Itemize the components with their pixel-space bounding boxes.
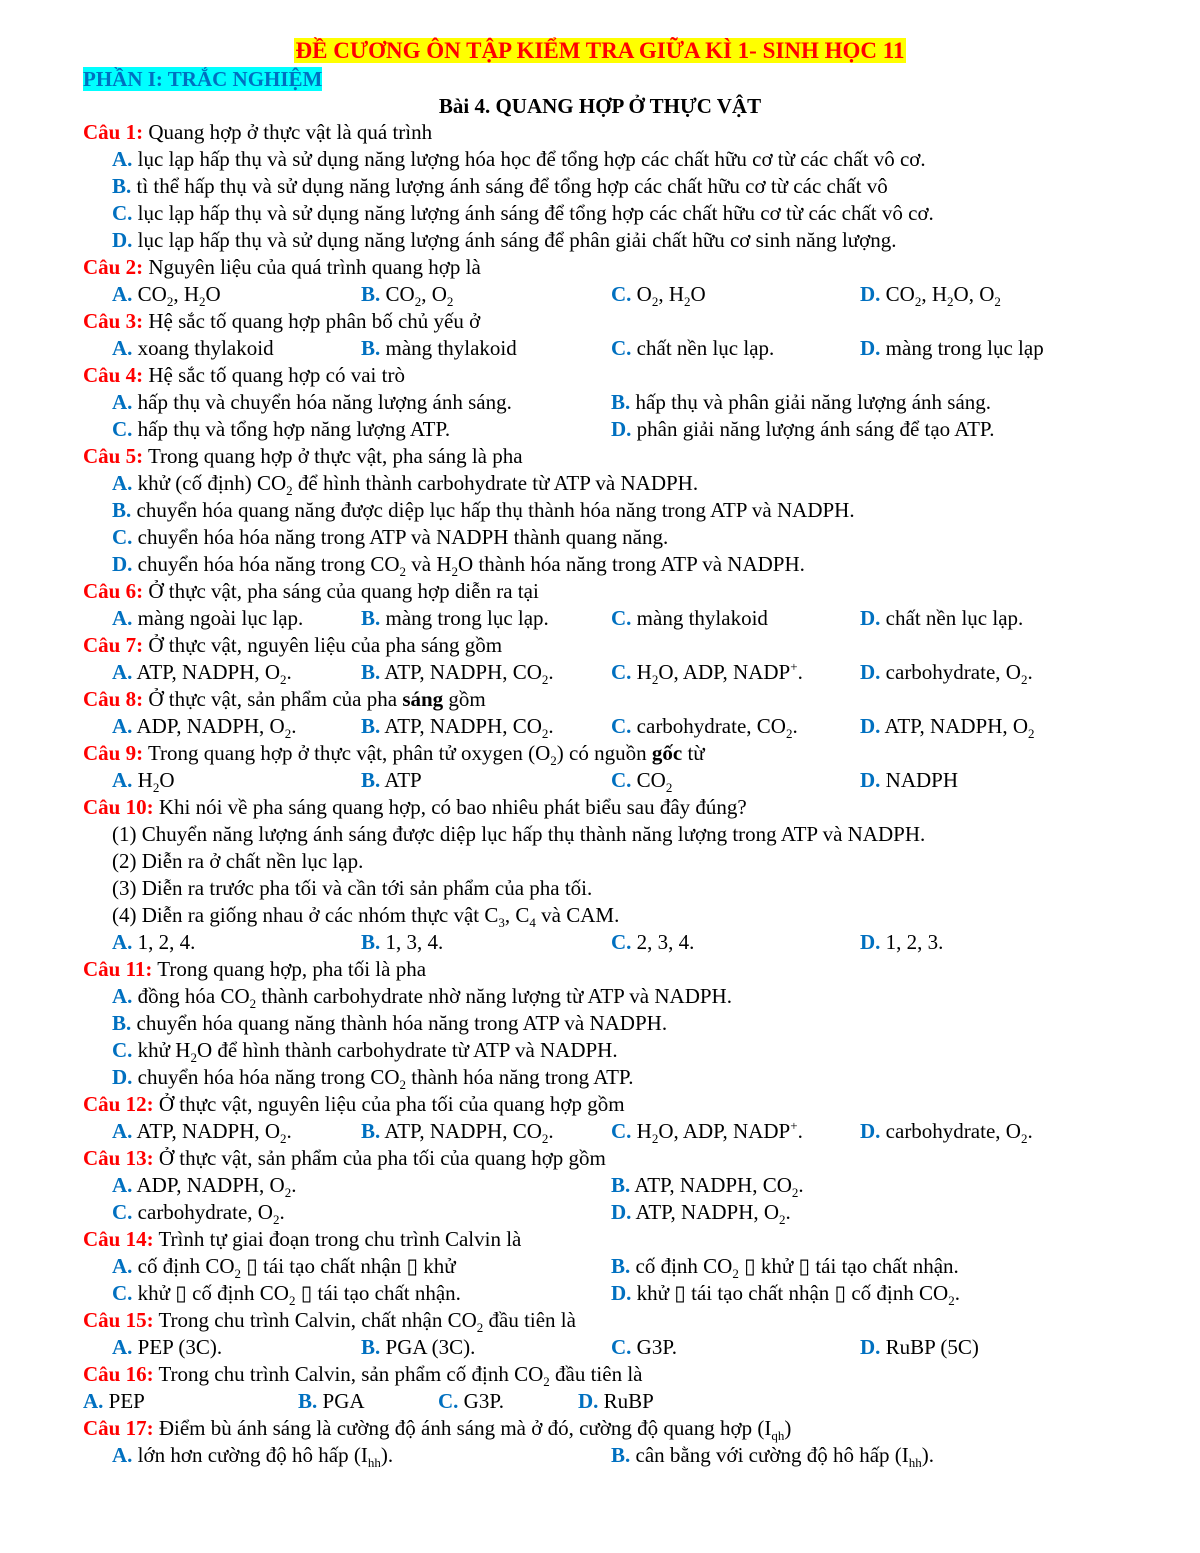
- answer-option: [361, 1118, 554, 1145]
- answer-option: [112, 767, 175, 794]
- question-label: Câu 17:: [83, 1416, 154, 1440]
- option-letter: A.: [112, 1335, 133, 1359]
- option-letter: B.: [112, 498, 132, 522]
- option-letter: D.: [860, 660, 881, 684]
- answer-row: [83, 713, 1143, 740]
- option-text: lớn hơn cường độ hô hấp $(I_{hh})$.: [132, 1443, 394, 1471]
- option-text: ATP, NADPH, $CO_2$.: [380, 714, 554, 742]
- option-letter: A.: [112, 336, 133, 360]
- option-letter: D.: [860, 1335, 881, 1359]
- option-text: PEP (3C).: [132, 1335, 223, 1359]
- option-text: ATP, NADPH, $O_2$.: [132, 660, 292, 688]
- option-letter: A.: [112, 390, 133, 414]
- question-text: Hệ sắc tố quang hợp có vai trò: [143, 363, 405, 387]
- option-text: hấp thụ và chuyển hóa năng lượng ánh sáng.: [132, 390, 512, 414]
- option-letter: A.: [83, 1389, 104, 1413]
- option-letter: D.: [611, 1200, 632, 1224]
- question-stem: [83, 740, 1143, 767]
- option-letter: C.: [611, 768, 632, 792]
- option-text: chuyển hóa quang năng thành hóa năng trong ATP và NADPH.: [131, 1011, 668, 1035]
- question-label: Câu 13:: [83, 1146, 154, 1170]
- option-text: carbohydrate, $O_2$.: [880, 660, 1033, 688]
- option-text: carbohydrate, $O_2$.: [880, 1119, 1033, 1147]
- question-text: Ở thực vật, nguyên liệu của pha sáng gồm: [143, 633, 503, 657]
- question-text: Trong quang hợp ở thực vật, phân tử oxygen $(O_2)$ có nguồn gốc từ: [143, 741, 705, 769]
- answer-option: [112, 713, 296, 740]
- answer-option: [112, 1442, 393, 1469]
- option-letter: B.: [361, 606, 381, 630]
- option-letter: A.: [112, 1443, 133, 1467]
- question-text: Ở thực vật, nguyên liệu của pha tối của quang hợp gồm: [153, 1092, 625, 1116]
- question-text: Trong chu trình Calvin, sản phẩm cố định $CO_2$ đầu tiên là: [153, 1362, 643, 1390]
- option-text: phân giải năng lượng ánh sáng để tạo ATP.: [631, 417, 995, 441]
- option-text: chuyển hóa hóa năng trong $CO_2$ thành hóa năng trong ATP.: [132, 1065, 634, 1093]
- option-text: ATP: [380, 768, 422, 792]
- question-text: Nguyên liệu của quá trình quang hợp là: [143, 255, 481, 279]
- option-text: chuyển hóa quang năng được diệp lục hấp thụ thành hóa năng trong ATP và NADPH.: [131, 498, 855, 522]
- option-text: $H_2O$: [132, 768, 175, 796]
- option-text: xoang thylakoid: [132, 336, 274, 360]
- answer-option: [860, 281, 1001, 308]
- question-text: Trong chu trình Calvin, chất nhận $CO_2$ đầu tiên là: [153, 1308, 576, 1336]
- option-text: cố định $CO_2$ ▯ tái tạo chất nhận ▯ khử: [132, 1254, 456, 1282]
- answer-option: [112, 1172, 296, 1199]
- answer-option: [611, 767, 672, 794]
- answer-option: [361, 281, 453, 308]
- option-text: chất nền lục lạp.: [631, 336, 775, 360]
- option-letter: C.: [112, 1200, 133, 1224]
- answer-option: [83, 227, 1143, 254]
- option-letter: C.: [112, 525, 133, 549]
- question-stem: [83, 119, 1143, 146]
- answer-option: [361, 713, 554, 740]
- answer-option: [860, 335, 1044, 362]
- answer-option: [578, 1388, 654, 1415]
- answer-option: [112, 335, 274, 362]
- option-text: carbohydrate, $CO_2$.: [631, 714, 798, 742]
- option-text: $CO_2$, $H_2O$: [132, 282, 221, 310]
- question-text: Quang hợp ở thực vật là quá trình: [143, 120, 433, 144]
- option-text: G3P.: [458, 1389, 504, 1413]
- option-text: ADP, NADPH, $O_2$.: [132, 1173, 297, 1201]
- answer-row: [83, 605, 1143, 632]
- option-letter: B.: [361, 282, 381, 306]
- option-text: chất nền lục lạp.: [880, 606, 1024, 630]
- question-stem: [83, 686, 1143, 713]
- answer-row: [83, 281, 1143, 308]
- question-text: Điểm bù ánh sáng là cường độ ánh sáng mà ở đó, cường độ quang hợp $(I_{qh})$: [153, 1416, 792, 1444]
- answer-option: [112, 659, 292, 686]
- answer-option: [361, 335, 517, 362]
- option-text: màng ngoài lục lạp.: [132, 606, 304, 630]
- option-text: cố định $CO_2$ ▯ khử ▯ tái tạo chất nhận.: [630, 1254, 959, 1282]
- answer-row: [83, 659, 1143, 686]
- option-letter: D.: [860, 1119, 881, 1143]
- option-letter: A.: [112, 147, 133, 171]
- option-text: khử ▯ tái tạo chất nhận ▯ cố định $CO_2$.: [631, 1281, 960, 1309]
- option-text: cân bằng với cường độ hô hấp $(I_{hh})$.: [630, 1443, 935, 1471]
- option-text: chuyển hóa hóa năng trong $CO_2$ và $H_2O$ thành hóa năng trong ATP và NADPH.: [132, 552, 805, 580]
- answer-row: [83, 1280, 1143, 1307]
- question-list: [83, 119, 1143, 1469]
- option-letter: A.: [112, 768, 133, 792]
- question-label: Câu 9:: [83, 741, 144, 765]
- option-letter: A.: [112, 1119, 133, 1143]
- question-text: Trong quang hợp ở thực vật, pha sáng là pha: [143, 444, 523, 468]
- statement-line: (3) Diễn ra trước pha tối và cần tới sản phẩm của pha tối.: [112, 876, 593, 900]
- question-label: Câu 6:: [83, 579, 144, 603]
- question-stem: [83, 362, 1143, 389]
- answer-option: [860, 767, 958, 794]
- option-letter: D.: [860, 282, 881, 306]
- option-letter: D.: [611, 417, 632, 441]
- option-text: đồng hóa $CO_2$ thành carbohydrate nhờ năng lượng từ ATP và NADPH.: [132, 984, 732, 1012]
- option-letter: C.: [611, 1119, 632, 1143]
- option-text: RuBP: [598, 1389, 654, 1413]
- option-text: khử (cố định) $CO_2$ để hình thành carbohydrate từ ATP và NADPH.: [132, 471, 699, 499]
- answer-option: [112, 389, 512, 416]
- option-letter: A.: [112, 984, 133, 1008]
- option-letter: C.: [611, 660, 632, 684]
- answer-option: [112, 929, 195, 956]
- answer-option: [860, 1334, 979, 1361]
- option-text: ATP, NADPH, $CO_2$.: [380, 1119, 554, 1147]
- option-letter: B.: [611, 390, 631, 414]
- answer-row: [83, 416, 1143, 443]
- answer-option: [83, 497, 1143, 524]
- question-text: Ở thực vật, pha sáng của quang hợp diễn ra tại: [143, 579, 539, 603]
- option-letter: C.: [112, 1038, 133, 1062]
- option-letter: A.: [112, 282, 133, 306]
- question-label: Câu 10:: [83, 795, 154, 819]
- option-text: carbohydrate, $O_2$.: [132, 1200, 285, 1228]
- answer-option: [83, 983, 1143, 1010]
- answer-option: [611, 929, 694, 956]
- answer-option: [112, 1280, 461, 1307]
- answer-option: [83, 1064, 1143, 1091]
- question-stem: [83, 794, 1143, 821]
- option-text: $CO_2$: [631, 768, 673, 796]
- option-letter: B.: [361, 1119, 381, 1143]
- option-letter: A.: [112, 714, 133, 738]
- option-text: hấp thụ và phân giải năng lượng ánh sáng.: [630, 390, 992, 414]
- answer-option: [83, 1388, 145, 1415]
- answer-option: [83, 173, 1143, 200]
- answer-option: [611, 1118, 803, 1145]
- answer-option: [438, 1388, 504, 1415]
- answer-option: [611, 659, 803, 686]
- option-text: tì thể hấp thụ và sử dụng năng lượng ánh sáng để tổng hợp các chất hữu cơ từ các chất vô: [131, 174, 888, 198]
- answer-option: [860, 659, 1033, 686]
- option-text: màng trong lục lạp: [880, 336, 1044, 360]
- question-text: Ở thực vật, sản phẩm của pha sáng gồm: [143, 687, 486, 711]
- question-stem: [83, 1226, 1143, 1253]
- option-letter: D.: [611, 1281, 632, 1305]
- option-letter: D.: [860, 714, 881, 738]
- option-text: ATP, NADPH, $O_2$.: [132, 1119, 292, 1147]
- answer-option: [83, 146, 1143, 173]
- option-text: màng thylakoid: [631, 606, 768, 630]
- answer-option: [361, 767, 422, 794]
- option-text: lục lạp hấp thụ và sử dụng năng lượng hóa học để tổng hợp các chất hữu cơ từ các chất vô cơ.: [132, 147, 926, 171]
- option-text: lục lạp hấp thụ và sử dụng năng lượng ánh sáng để phân giải chất hữu cơ sinh năng lượng.: [132, 228, 897, 252]
- option-letter: D.: [112, 228, 133, 252]
- option-text: 2, 3, 4.: [631, 930, 695, 954]
- statement-line: (2) Diễn ra ở chất nền lục lạp.: [112, 849, 364, 873]
- answer-row: [83, 1199, 1143, 1226]
- option-text: $H_2O$, ADP, NADP+.: [631, 659, 803, 688]
- option-letter: D.: [860, 768, 881, 792]
- option-text: PGA: [317, 1389, 365, 1413]
- answer-option: [361, 659, 554, 686]
- option-text: ATP, NADPH, $CO_2$.: [630, 1173, 804, 1201]
- question-stem: [83, 254, 1143, 281]
- option-text: 1, 2, 4.: [132, 930, 196, 954]
- option-text: hấp thụ và tổng hợp năng lượng ATP.: [132, 417, 451, 441]
- option-letter: B.: [611, 1173, 631, 1197]
- answer-option: [611, 1280, 960, 1307]
- statement-line: (1) Chuyển năng lượng ánh sáng được diệp lục hấp thụ thành năng lượng trong ATP và NADPH.: [112, 822, 926, 846]
- answer-option: [112, 281, 221, 308]
- answer-option: [83, 524, 1143, 551]
- question-label: Câu 15:: [83, 1308, 154, 1332]
- option-letter: B.: [361, 1335, 381, 1359]
- document-title: ĐỀ CƯƠNG ÔN TẬP KIỂM TRA GIỮA KÌ 1- SINH HỌC 11: [295, 38, 905, 63]
- question-stem: [83, 443, 1143, 470]
- option-letter: C.: [611, 714, 632, 738]
- question-label: Câu 14:: [83, 1227, 154, 1251]
- option-text: ATP, NADPH, $CO_2$.: [380, 660, 554, 688]
- answer-row: [83, 1172, 1143, 1199]
- answer-option: [112, 1118, 292, 1145]
- answer-option: [298, 1388, 365, 1415]
- option-letter: C.: [611, 282, 632, 306]
- answer-option: [83, 200, 1143, 227]
- question-label: Câu 1:: [83, 120, 144, 144]
- question-text: Khi nói về pha sáng quang hợp, có bao nhiêu phát biểu sau đây đúng?: [153, 795, 747, 819]
- question-text: Trong quang hợp, pha tối là pha: [152, 957, 427, 981]
- option-letter: D.: [578, 1389, 599, 1413]
- answer-option: [611, 281, 706, 308]
- option-text: PGA (3C).: [380, 1335, 476, 1359]
- option-text: $O_2$, $H_2O$: [631, 282, 706, 310]
- question-stem: [83, 1145, 1143, 1172]
- answer-option: [112, 1199, 285, 1226]
- question-label: Câu 16:: [83, 1362, 154, 1386]
- option-letter: A.: [112, 660, 133, 684]
- option-letter: C.: [112, 417, 133, 441]
- question-stem: [83, 1415, 1143, 1442]
- option-letter: B.: [611, 1443, 631, 1467]
- option-letter: B.: [361, 336, 381, 360]
- option-text: ADP, NADPH, $O_2$.: [132, 714, 297, 742]
- answer-option: [83, 551, 1143, 578]
- answer-option: [611, 1253, 959, 1280]
- answer-option: [860, 713, 1035, 740]
- question-label: Câu 8:: [83, 687, 144, 711]
- answer-option: [361, 929, 443, 956]
- answer-row: [83, 1442, 1143, 1469]
- option-letter: A.: [112, 471, 133, 495]
- answer-row: [83, 767, 1143, 794]
- answer-option: [611, 389, 991, 416]
- option-letter: A.: [112, 1254, 133, 1278]
- answer-row: [83, 389, 1143, 416]
- option-text: PEP: [103, 1389, 145, 1413]
- option-text: $H_2O$, ADP, NADP+.: [631, 1118, 803, 1147]
- option-letter: B.: [112, 174, 132, 198]
- option-text: RuBP (5C): [880, 1335, 979, 1359]
- question-label: Câu 2:: [83, 255, 144, 279]
- answer-option: [112, 605, 303, 632]
- answer-option: [83, 1010, 1143, 1037]
- question-stem: [83, 308, 1143, 335]
- option-letter: B.: [298, 1389, 318, 1413]
- answer-row: [83, 1253, 1143, 1280]
- option-letter: B.: [112, 1011, 132, 1035]
- option-text: G3P.: [631, 1335, 677, 1359]
- answer-option: [112, 1253, 456, 1280]
- option-text: khử ▯ cố định $CO_2$ ▯ tái tạo chất nhận.: [132, 1281, 461, 1309]
- option-letter: D.: [860, 930, 881, 954]
- answer-option: [361, 605, 549, 632]
- option-text: khử $H_2O$ để hình thành carbohydrate từ ATP và NADPH.: [132, 1038, 618, 1066]
- answer-option: [611, 605, 768, 632]
- option-letter: B.: [361, 660, 381, 684]
- statement-line: (4) Diễn ra giống nhau ở các nhóm thực vật $C_3$, $C_4$ và CAM.: [112, 903, 620, 931]
- option-text: màng thylakoid: [380, 336, 517, 360]
- option-letter: A.: [112, 1173, 133, 1197]
- answer-option: [611, 1172, 804, 1199]
- answer-option: [611, 416, 995, 443]
- answer-option: [860, 929, 943, 956]
- option-letter: D.: [860, 336, 881, 360]
- option-text: 1, 3, 4.: [380, 930, 444, 954]
- answer-row: [83, 1118, 1143, 1145]
- option-text: lục lạp hấp thụ và sử dụng năng lượng ánh sáng để tổng hợp các chất hữu cơ từ các chất vô cơ.: [132, 201, 934, 225]
- question-stem: [83, 1361, 1143, 1388]
- answer-row: [83, 335, 1143, 362]
- option-text: $CO_2$, $O_2$: [380, 282, 454, 310]
- answer-option: [611, 1199, 791, 1226]
- answer-option: [611, 1334, 677, 1361]
- answer-option: [611, 713, 798, 740]
- answer-option: [83, 1037, 1143, 1064]
- question-label: Câu 3:: [83, 309, 144, 333]
- option-letter: B.: [361, 714, 381, 738]
- option-letter: D.: [112, 552, 133, 576]
- lesson-heading: Bài 4. QUANG HỢP Ở THỰC VẬT: [438, 94, 762, 118]
- option-letter: C.: [611, 1335, 632, 1359]
- option-letter: C.: [438, 1389, 459, 1413]
- option-letter: C.: [112, 1281, 133, 1305]
- question-stem: [83, 1091, 1143, 1118]
- option-letter: B.: [361, 768, 381, 792]
- option-text: ATP, NADPH, $O_2$: [880, 714, 1035, 742]
- option-letter: C.: [611, 336, 632, 360]
- option-text: chuyển hóa hóa năng trong ATP và NADPH thành quang năng.: [132, 525, 669, 549]
- option-letter: D.: [112, 1065, 133, 1089]
- question-label: Câu 4:: [83, 363, 144, 387]
- question-text: Trình tự giai đoạn trong chu trình Calvin là: [153, 1227, 522, 1251]
- option-text: $CO_2$, $H_2O$, $O_2$: [880, 282, 1001, 310]
- option-letter: B.: [611, 1254, 631, 1278]
- answer-row: [83, 1334, 1143, 1361]
- answer-option: [611, 1442, 934, 1469]
- question-text: Hệ sắc tố quang hợp phân bố chủ yếu ở: [143, 309, 481, 333]
- answer-option: [112, 1334, 222, 1361]
- question-label: Câu 7:: [83, 633, 144, 657]
- question-text: Ở thực vật, sản phẩm của pha tối của quang hợp gồm: [153, 1146, 606, 1170]
- answer-row: [83, 1388, 1143, 1415]
- answer-option: [361, 1334, 475, 1361]
- option-letter: B.: [361, 930, 381, 954]
- option-letter: C.: [112, 201, 133, 225]
- option-letter: A.: [112, 930, 133, 954]
- answer-option: [112, 416, 450, 443]
- question-label: Câu 12:: [83, 1092, 154, 1116]
- option-text: NADPH: [880, 768, 959, 792]
- question-stem: [83, 1307, 1143, 1334]
- option-text: màng trong lục lạp.: [380, 606, 549, 630]
- option-letter: C.: [611, 606, 632, 630]
- question-stem: [83, 632, 1143, 659]
- question-stem: [83, 578, 1143, 605]
- answer-option: [83, 470, 1143, 497]
- option-letter: D.: [860, 606, 881, 630]
- option-text: ATP, NADPH, $O_2$.: [631, 1200, 791, 1228]
- option-letter: C.: [611, 930, 632, 954]
- question-label: Câu 5:: [83, 444, 144, 468]
- answer-option: [860, 605, 1023, 632]
- section-heading: PHẦN I: TRẮC NGHIỆM: [83, 67, 323, 91]
- question-label: Câu 11:: [83, 957, 153, 981]
- option-letter: A.: [112, 606, 133, 630]
- answer-option: [860, 1118, 1033, 1145]
- option-text: 1, 2, 3.: [880, 930, 944, 954]
- question-stem: [83, 956, 1143, 983]
- answer-row: [83, 929, 1143, 956]
- answer-option: [611, 335, 774, 362]
